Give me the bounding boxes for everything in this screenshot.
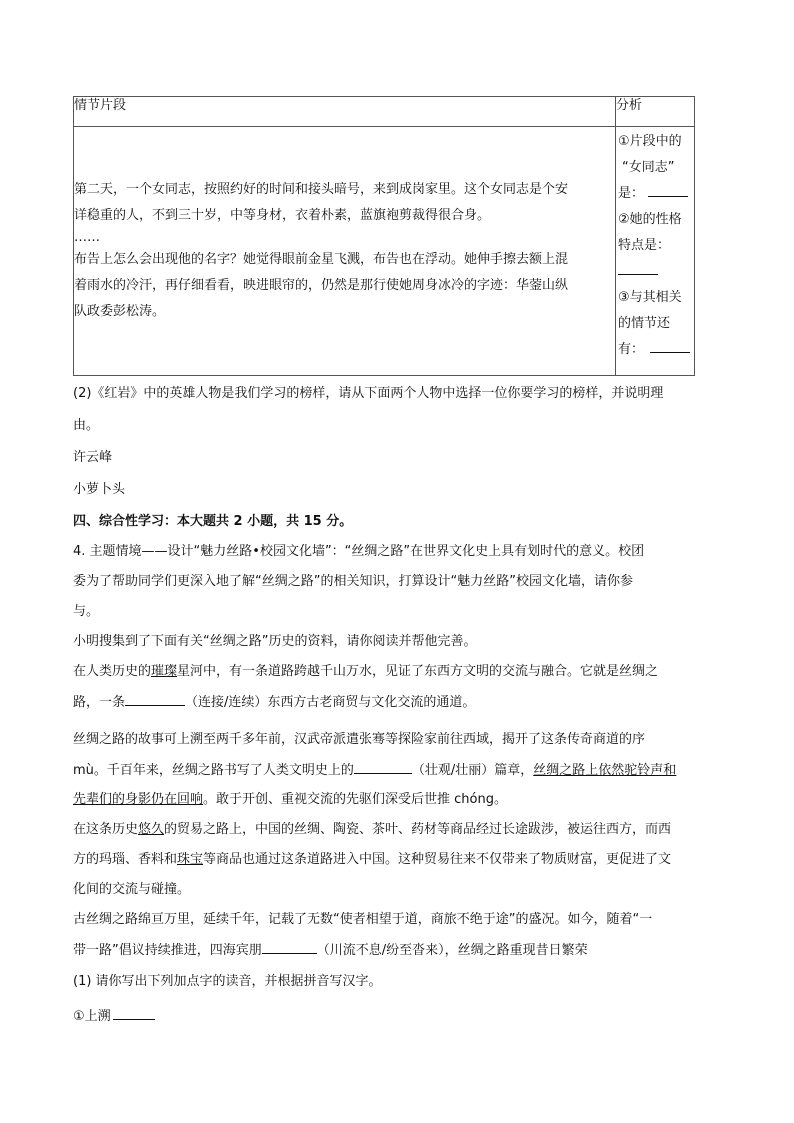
q4-intro-line3: 与。: [73, 604, 100, 619]
answer-blank-lianjie[interactable]: [125, 692, 185, 706]
q4-para: 化间的交流与碰撞。: [73, 882, 191, 897]
q4-para: 小明搜集到了下面有关“丝绸之路”历史的资料，请你阅读并帮他完善。: [73, 634, 477, 649]
answer-blank-shangsu[interactable]: [113, 1006, 155, 1020]
analysis-line: 特点是：: [618, 238, 671, 253]
analysis-line: ①片段中的: [618, 134, 682, 149]
table-header-analysis: 分析: [616, 97, 695, 127]
passage-line: 着雨水的冷汗，再仔细看看，映进眼帘的，仍然是那行使她周身冰冷的字迹：华蓥山纵: [74, 278, 569, 293]
q4-intro-line1: 4. 主题情境——设计“魅力丝路•校园文化墙”：“丝绸之路”在世界文化史上具有划时代的意义。校团: [73, 544, 645, 559]
text: 星河中，有一条道路跨越千山万水，见证了东西方文明的交流与融合。它就是丝绸之: [177, 664, 659, 679]
analysis-line: “女同志”: [622, 160, 675, 175]
q4-para: [73, 760, 723, 781]
passage-line: 详稳重的人，不到三十岁，中等身材，衣着朴素，蓝旗袍剪裁得很合身。: [74, 208, 491, 223]
answer-blank-1[interactable]: [648, 182, 688, 197]
answer-blank-fenzhi[interactable]: [262, 940, 317, 954]
text: mù。千百年来，丝绸之路书写了人类文明史上的: [73, 763, 354, 778]
answer-blank-3[interactable]: [650, 338, 690, 353]
q4-para: 丝绸之路的故事可上溯至两千多年前，汉武帝派遣张骞等探险家前往西域，揭开了这条传奇商道的序: [73, 732, 646, 747]
q4-subquestion-1-item: [73, 1006, 723, 1027]
q4-para: [73, 692, 723, 713]
text: （壮观/壮丽）篇章，: [411, 763, 534, 778]
text: ①上溯: [73, 1009, 111, 1024]
marked-word: 悠久: [138, 822, 165, 837]
option-xu-yunfeng: 许云峰: [73, 450, 113, 465]
passage-line: 队政委彭松涛。: [74, 304, 166, 319]
q4-para: [73, 662, 723, 682]
text: 的贸易之路上，中国的丝绸、陶瓷、茶叶、药材等商品经过长途跋涉，被运往西方，而西: [164, 822, 672, 837]
underlined-sentence: 先辈们的身影仍在回响: [73, 792, 204, 807]
analysis-cell: [616, 127, 695, 376]
analysis-line: 的情节还: [618, 316, 671, 331]
q4-para: [73, 850, 723, 870]
option-xiao-luobotou: 小萝卜头: [73, 482, 126, 497]
analysis-line: [616, 181, 694, 207]
passage-line: 布告上怎么会出现他的名字？她觉得眼前金星飞溅，布告也在浮动。她伸手擦去额上混: [74, 252, 569, 267]
passage-line: ……: [74, 230, 100, 245]
analysis-line: ③与其相关: [618, 290, 682, 305]
q4-para: [73, 820, 723, 840]
text: （连接/连续）东西方古老商贸与文化交流的通道。: [185, 695, 476, 710]
q4-para: [73, 940, 723, 961]
text: 路，一条: [73, 695, 126, 710]
passage-line: 第二天，一个女同志，按照约好的时间和接头暗号，来到成岗家里。这个女同志是个安: [74, 182, 569, 197]
q4-para: [73, 790, 723, 810]
analysis-text: 是：: [618, 186, 645, 201]
text: 等商品也通过这条道路进入中国。这种贸易往来不仅带来了物质财富，更促进了文: [203, 852, 672, 867]
text: 带一路”倡议持续推进，四海宾朋: [73, 943, 262, 958]
q4-intro-line2: 委为了帮助同学们更深入地了解“丝绸之路”的相关知识，打算设计“魅力丝路”校园文化墙，请你参: [73, 574, 633, 589]
analysis-line: ②她的性格: [618, 212, 682, 227]
plot-passage: [74, 127, 616, 376]
question-2-line1: (2)《红岩》中的英雄人物是我们学习的榜样，请从下面两个人物中选择一位你要学习的榜样，并说明理: [73, 386, 664, 401]
section-4-heading: 四、综合性学习：本大题共 2 小题，共 15 分。: [73, 514, 353, 529]
plot-analysis-table: [73, 96, 695, 376]
marked-word: 璀璨: [151, 664, 178, 679]
text: 在人类历史的: [73, 664, 152, 679]
q4-subquestion-1: (1) 请你写出下列加点字的读音，并根据拼音写汉字。: [73, 974, 382, 989]
analysis-text: 有：: [618, 342, 645, 357]
question-2-line2: 由。: [73, 418, 100, 433]
analysis-line: [616, 259, 694, 285]
analysis-line: [616, 337, 694, 363]
underlined-sentence: 丝绸之路上依然驼铃声和: [533, 763, 677, 778]
marked-word: 珠宝: [177, 852, 204, 867]
table-header-plot: 情节片段: [74, 97, 616, 127]
text: 方的玛瑙、香料和: [73, 852, 178, 867]
answer-blank-zhuangli[interactable]: [354, 760, 412, 774]
text: （川流不息/纷至沓来），丝绸之路重现昔日繁荣: [316, 943, 588, 958]
text: 。敢于开创、重视交流的先驱们深受后世推 chóng。: [203, 792, 507, 807]
text: 在这条历史: [73, 822, 139, 837]
answer-blank-2[interactable]: [618, 260, 658, 275]
q4-para: 古丝绸之路绵亘万里，延续千年，记载了无数“使者相望于道，商旅不绝于途”的盛况。如今，随着“一: [73, 912, 653, 927]
